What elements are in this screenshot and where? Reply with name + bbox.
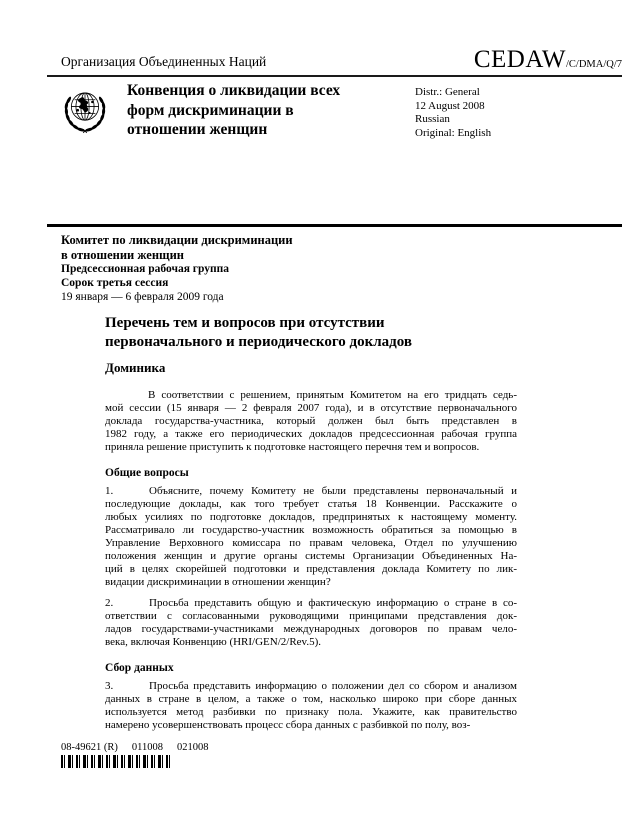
text-line: любых усилиях по подготовке докладов, предпринятых к настоящему моменту. <box>105 511 517 523</box>
content-flow <box>105 389 517 732</box>
text-line: используется метод разбивки по признаку пола. Укажите, как правительство <box>105 706 517 718</box>
organization-name: Организация Объединенных Наций <box>61 54 267 69</box>
text-line: ответствии с согласованными руководящими принципами представления док- <box>105 610 517 622</box>
session-dates: 19 января — 6 февраля 2009 года <box>61 291 224 303</box>
distr-type: Distr.: General <box>415 86 480 98</box>
footer-code-1: 011008 <box>131 742 163 753</box>
document-symbol-main: CEDAW <box>473 46 566 73</box>
text-line: 2. Просьба представить общую и фактическую информацию о стране в со- <box>105 597 517 609</box>
text-line: 1. Объясните, почему Комитету не были представлены первоначальный и <box>105 485 517 497</box>
text-line: Управление Верховного комиссара по правам человека, Отдел по улучшению <box>105 537 517 549</box>
page-title-line: первоначального и периодического докладов <box>105 334 412 350</box>
text-line: В соответствии с решением, принятым Комитетом на его тридцать седь- <box>148 389 517 401</box>
paragraph <box>105 485 517 589</box>
working-group: Предсессионная рабочая группа <box>61 263 230 275</box>
paragraph <box>105 680 517 732</box>
text-line: положения женщин и другие органы системы Организации Объединенных На- <box>105 550 517 562</box>
text-line: 3. Просьба представить информацию о положении дел со сбором и анализом <box>105 680 517 692</box>
paragraph <box>105 597 517 649</box>
section-divider <box>47 224 622 227</box>
distr-original: Original: English <box>415 126 492 139</box>
text-line: видации дискриминации в отношении женщин? <box>105 576 331 588</box>
page-title-line: Перечень тем и вопросов при отсутствии <box>105 315 385 331</box>
session-title: Сорок третья сессия <box>61 277 169 289</box>
page-title <box>105 314 517 352</box>
paragraph-number: 1. <box>105 485 114 497</box>
text-line: века, включая Конвенцию (HRI/GEN/2/Rev.5). <box>105 636 321 648</box>
distribution-info <box>415 86 491 140</box>
distr-language: Russian <box>415 113 450 125</box>
section-heading: Общие вопросы <box>105 467 189 479</box>
un-emblem-icon <box>56 82 114 142</box>
paragraph-number: 3. <box>105 680 114 692</box>
committee-name-line: в отношении женщин <box>61 247 184 262</box>
text-line: намерено усовершенствовать процесс сбора данных с разбивкой по полу, воз- <box>105 719 471 731</box>
convention-title-line: форм дискриминации в <box>127 101 294 119</box>
paragraph <box>105 389 517 454</box>
distr-date: 12 August 2008 <box>415 99 485 112</box>
paragraph-number: 2. <box>105 597 114 609</box>
section-heading: Сбор данных <box>105 662 174 674</box>
convention-title <box>127 81 387 140</box>
document-body <box>105 314 517 732</box>
header-divider <box>47 75 622 77</box>
document-id: 08-49621 (R) <box>61 742 118 753</box>
text-line: Рассматривало ли государство-участник возможность обратиться за помощью в <box>105 524 517 536</box>
text-line: 1982 году, а также его периодических докладов предсессионная рабочая группа <box>105 428 517 440</box>
committee-name-line: Комитет по ликвидации дискриминации <box>61 233 293 247</box>
committee-block <box>61 233 293 304</box>
convention-title-line: отношении женщин <box>127 121 268 138</box>
text-line: доклада государства-участника, который должен был быть представлен в <box>105 415 517 427</box>
text-line: данных в стране в целом, а также о том, насколько широко при сборе данных <box>105 693 517 705</box>
text-line: ладов государствами-участниками международных договоров по правам чело- <box>105 623 517 635</box>
footer-reference <box>61 742 209 754</box>
text-line: мой сессии (15 января — 2 февраля 2007 года), и в отсутствие первоначального <box>105 402 517 414</box>
country-name: Доминика <box>105 360 166 375</box>
document-symbol <box>474 46 622 74</box>
convention-title-line: Конвенция о ликвидации всех <box>127 82 341 99</box>
text-line: последующие доклады, как того требует статья 18 Конвенции. Расскажите о <box>105 498 517 510</box>
footer-code-2: 021008 <box>177 742 209 753</box>
text-line: ций в целях скорейшей подготовки и представления доклада Комитету по лик- <box>105 563 517 575</box>
text-line: приняла решение приступить к подготовке настоящего перечня тем и вопросов. <box>105 441 480 453</box>
barcode-icon <box>61 755 173 768</box>
document-symbol-suffix: /C/DMA/Q/7 <box>565 59 622 70</box>
